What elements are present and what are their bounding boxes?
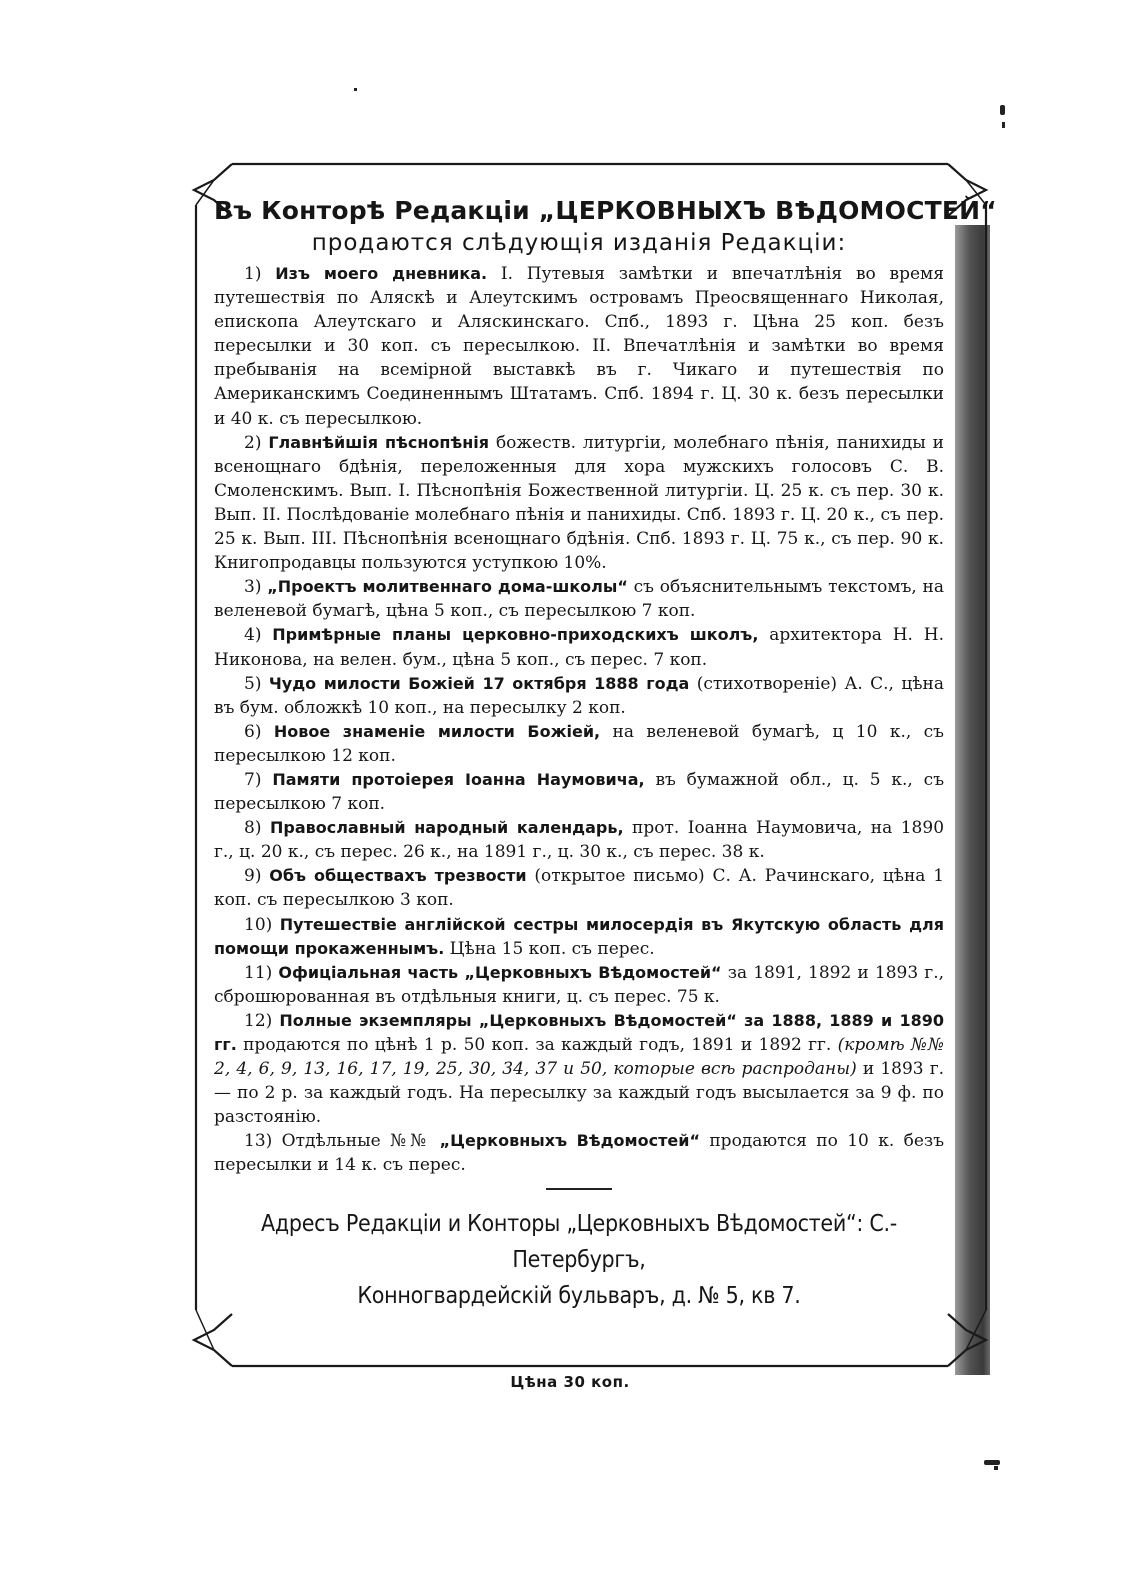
list-item: 9) Объ обществахъ трезвости (открытое письмо) С. А. Рачинскаго, цѣна 1 коп. съ пересылкою 3 коп.: [214, 866, 945, 911]
list-item: 5) Чудо милости Божіей 17 октября 1888 года (стихотвореніе) А. С., цѣна въ бум. обложкѣ 10 коп., на пересылку 2 коп.: [214, 673, 944, 718]
scan-speck: [1000, 105, 1005, 115]
editorial-address-line-2: Конногвардейскій бульваръ, д. № 5, кв 7.: [357, 1282, 801, 1309]
publications-list: [214, 262, 944, 1178]
scan-speck: [1002, 122, 1005, 128]
scan-speck: [984, 1460, 1000, 1465]
list-item: 8) Православный народный календарь, прот. Іоанна Наумовича, на 1890 г., ц. 20 к., съ перес. 26 к., на 1891 г., ц. 30 к., съ перес. 38 к.: [214, 818, 945, 863]
list-item: 4) Примѣрные планы церковно-приходскихъ школъ, архитектора Н. Н. Никонова, на велен. бум., цѣна 5 коп., съ перес. 7 коп.: [214, 625, 944, 670]
scan-speck: [994, 1466, 998, 1470]
list-item: 7) Памяти протоіерея Іоанна Наумовича, въ бумажной обл., ц. 5 к., съ пересылкою 7 коп.: [214, 769, 945, 815]
list-item: 11) Офиціальная часть „Церковныхъ Вѣдомостей“ за 1891, 1892 и 1893 г., сброшюрованная въ отдѣльныя книги, ц. съ перес. 75 к.: [214, 962, 945, 1007]
notice-subheading: продаются слѣдующія изданія Редакціи:: [311, 230, 847, 256]
advertisement-content: [214, 196, 997, 1371]
notice-heading: Въ Конторѣ Редакціи „ЦЕРКОВНЫХЪ ВѢДОМОСТЕЙ“: [214, 196, 997, 225]
list-item: 12) Полные экземпляры „Церковныхъ Вѣдомостей“ за 1888, 1889 и 1890 гг. продаются по цѣнѣ 1 р. 50 коп. за каждый годъ, 1891 и 1892 гг. (кромѣ №№ 2, 4, 6, 9, 13, 16, 17, 19, 25, 30, 34, 37 и 50, которые всѣ распроданы) и 1893 г. — по 2 р. за каждый годъ. На пересылку за каждый годъ высылается за 9 ф. по разстоянію.: [214, 1010, 945, 1128]
section-divider: [546, 1188, 612, 1190]
list-item: 3) „Проектъ молитвеннаго дома-школы“ съ объяснительнымъ текстомъ, на веленевой бумагѣ, цѣна 5 коп., съ пересылкою 7 коп.: [214, 577, 944, 622]
list-item: 6) Новое знаменіе милости Божіей, на веленевой бумагѣ, ц 10 к., съ пересылкою 12 коп.: [214, 721, 945, 766]
list-item: 13) Отдѣльные №№ „Церковныхъ Вѣдомостей“ продаются по 10 к. безъ пересылки и 14 к. съ перес.: [214, 1131, 945, 1176]
price-label: Цѣна 30 коп.: [510, 1373, 630, 1391]
list-item: 2) Главнѣйшія пѣснопѣнія божеств. литургіи, молебнаго пѣнія, панихиды и всенощнаго бдѣнія, переложенныя для хора мужскихъ голосовъ С. В. Смоленскимъ. Вып. I. Пѣснопѣнія Божественной литургіи. Ц. 25 к. съ пер. 30 к. Вып. II. Послѣдованіе молебнаго пѣнія и панихиды. Спб. 1893 г. Ц. 20 к., съ пер. 25 к. Вып. III. Пѣснопѣнія всенощнаго бдѣнія. Спб. 1893 г. Ц. 75 к., съ пер. 90 к. Книгопродавцы пользуются уступкою 10%.: [214, 432, 944, 574]
list-item: 1) Изъ моего дневника. I. Путевыя замѣтки и впечатлѣнія во время путешествія по Аляскѣ и Алеутскимъ островамъ Преосвященнаго Николая, епископа Алеутскаго и Аляскинскаго. Спб., 1893 г. Цѣна 25 коп. безъ пересылки и 30 коп. съ пересылкою. II. Впечатлѣнія и замѣтки во время пребыванія на всемірной выставкѣ въ г. Чикаго и путешествія по Американскимъ Соединеннымъ Штатамъ. Спб. 1894 г. Ц. 30 к. безъ пересылки и 40 к. съ пересылкою.: [214, 264, 944, 429]
editorial-address-line-1: Адресъ Редакціи и Конторы „Церковныхъ Вѣдомостей“: С.-Петербургъ,: [261, 1210, 897, 1273]
scan-speck: [354, 88, 357, 91]
list-item: 10) Путешествіе англійской сестры милосердія въ Якутскую область для помощи прокаженнымъ. Цѣна 15 коп. съ перес.: [214, 914, 945, 959]
